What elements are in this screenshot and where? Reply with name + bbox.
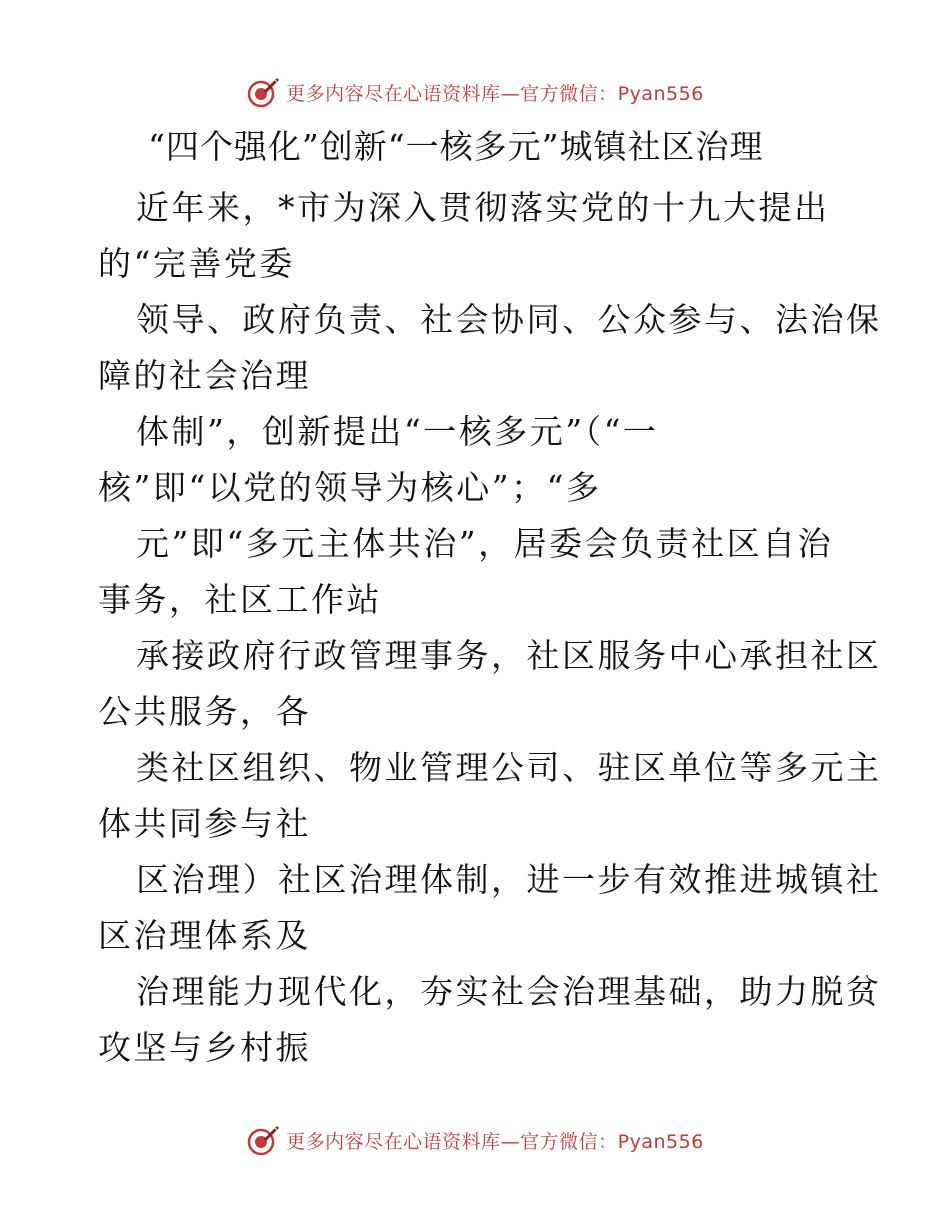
body-line: 攻坚与乡村振 [98, 1028, 311, 1067]
body-line: 治理能力现代化，夯实社会治理基础，助力脱贫 [136, 972, 882, 1011]
header-banner-text: 更多内容尽在心语资料库—官方微信：Pyan556 [286, 82, 704, 105]
body-line: 承接政府行政管理事务，社区服务中心承担社区 [136, 636, 882, 675]
body-line: 元”即“多元主体共治”，居委会负责社区自治 [136, 524, 834, 563]
body-line: 区治理体系及 [98, 916, 311, 955]
body-line: 区治理）社区治理体制，进一步有效推进城镇社 [136, 860, 882, 899]
body-line: 事务，社区工作站 [98, 580, 382, 619]
body-line: 体共同参与社 [98, 804, 311, 843]
body-line: 的“完善党委 [98, 244, 295, 283]
document-body [98, 180, 882, 1076]
body-line: 体制”，创新提出“一核多元”（“一 [136, 412, 659, 451]
document-title: “四个强化”创新“一核多元”城镇社区治理 [148, 127, 764, 166]
footer-banner [0, 1120, 950, 1160]
body-line: 近年来，*市为深入贯彻落实党的十九大提出 [136, 188, 830, 227]
header-banner-content [246, 75, 704, 109]
footer-banner-content [246, 1123, 704, 1157]
pen-logo-icon [246, 75, 280, 109]
body-line: 核”即“以党的领导为核心”；“多 [98, 468, 602, 507]
body-line: 公共服务，各 [98, 692, 311, 731]
footer-banner-text: 更多内容尽在心语资料库—官方微信：Pyan556 [286, 1130, 704, 1153]
pen-logo-icon [246, 1123, 280, 1157]
body-line: 领导、政府负责、社会协同、公众参与、法治保 [136, 300, 882, 339]
header-banner [0, 72, 950, 112]
body-line: 类社区组织、物业管理公司、驻区单位等多元主 [136, 748, 882, 787]
body-line: 障的社会治理 [98, 356, 311, 395]
